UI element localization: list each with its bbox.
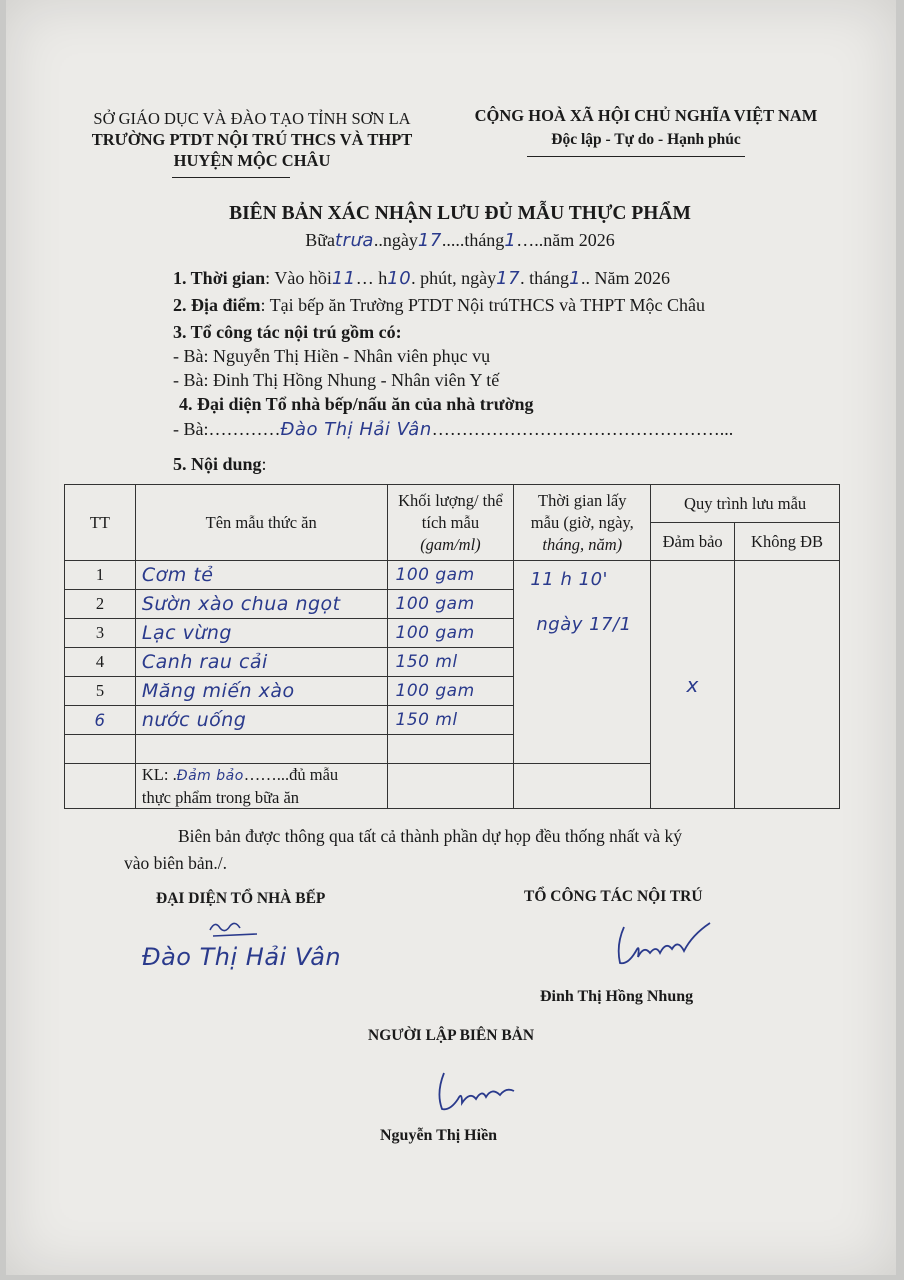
time-written-2: ngày 17/1 [536, 614, 632, 635]
section-team-label: 3. Tổ công tác nội trú gồm có: [173, 322, 402, 342]
row-food-name [135, 735, 387, 764]
closing-paragraph [124, 823, 824, 877]
header-time-line-3: tháng, năm) [542, 534, 623, 554]
row-food-name: Canh rau cải [135, 648, 387, 677]
recorder-name: Nguyễn Thị Hiền [380, 1127, 498, 1144]
section-time-text-a: : Vào hồi [265, 268, 332, 288]
row-tt: 6 [65, 706, 136, 735]
agency-line-3: HUYỆN MỘC CHÂU [173, 151, 331, 170]
recorder-signature [430, 1065, 530, 1120]
recorder-title: NGƯỜI LẬP BIÊN BẢN [368, 1027, 535, 1044]
section-time-hour: 11 [331, 268, 356, 289]
row-tt [65, 735, 136, 764]
conclusion-tt [65, 764, 136, 809]
section-location-text: : Tại bếp ăn Trường PTDT Nội trúTHCS và THPT Mộc Châu [260, 295, 705, 315]
section-time-text-d: . tháng [520, 268, 570, 288]
time-written-1: 11 h 10' [530, 569, 608, 590]
row-tt: 5 [65, 677, 136, 706]
header-mass-line-1: Khối lượng/ thể [398, 490, 503, 510]
section-content-colon: : [261, 454, 267, 474]
conclusion-cell [135, 764, 387, 809]
closing-line-1: Biên bản được thông qua tất cả thành phần dự họp đều thống nhất và ký [178, 826, 683, 846]
header-time-line-2: mẫu (giờ, ngày, [530, 512, 634, 532]
row-mass: 100 gam [387, 561, 514, 590]
conclusion-time [514, 764, 651, 809]
row-mass: 150 ml [387, 706, 514, 735]
time-cell [514, 561, 651, 764]
header-time-line-1: Thời gian lấy [538, 490, 627, 510]
header-process: Quy trình lưu mẫu [651, 485, 840, 523]
motto-underline [527, 156, 745, 157]
section-time-label: 1. Thời gian [173, 268, 266, 288]
not-ok-cell [735, 561, 840, 809]
section-time-month: 1 [569, 268, 582, 289]
section-content-label: 5. Nội dung [173, 454, 262, 474]
section-kitchen-rep [173, 419, 873, 440]
section-time-text-e: .. Năm 2026 [581, 268, 671, 288]
section-location-label: 2. Địa điểm [173, 295, 261, 315]
section-time-minute: 10 [387, 268, 412, 289]
row-tt: 3 [65, 619, 136, 648]
conclusion-suffix: ……...đủ mẫu [243, 765, 339, 784]
national-motto-line-1: CỘNG HOÀ XÃ HỘI CHỦ NGHĨA VIỆT NAM [474, 106, 818, 125]
row-tt: 2 [65, 590, 136, 619]
meal-year-label: …..năm 2026 [516, 230, 615, 250]
agency-line-2: TRƯỜNG PTDT NỘI TRÚ THCS VÀ THPT [91, 130, 413, 149]
header-not-ok: Không ĐB [735, 523, 840, 561]
row-food-name: Lạc vừng [135, 619, 387, 648]
row-mass [387, 735, 514, 764]
meal-month-label: .....tháng [441, 230, 505, 250]
kitchen-rep-suffix: …………………………………………... [431, 419, 734, 439]
closing-line-2: vào biên bản./. [124, 853, 228, 873]
header-mass-line-3: (gam/ml) [420, 534, 481, 554]
kitchen-rep-handwritten-name: Đào Thị Hải Vân [142, 943, 342, 971]
header-food-name: Tên mẫu thức ăn [135, 485, 387, 561]
kitchen-rep-title: ĐẠI DIỆN TỔ NHÀ BẾP [156, 890, 326, 907]
row-tt: 1 [65, 561, 136, 590]
row-food-name: Sườn xào chua ngọt [135, 590, 387, 619]
row-mass: 100 gam [387, 619, 514, 648]
section-kitchen-label: 4. Đại diện Tổ nhà bếp/nấu ăn của nhà trường [179, 394, 534, 414]
header-mass [387, 485, 514, 561]
conclusion-mass [387, 764, 514, 809]
row-food-name: Cơm tẻ [135, 561, 387, 590]
section-time-text-b: … h [355, 268, 388, 288]
table-row [65, 561, 840, 590]
team-signature [610, 915, 720, 975]
header-tt: TT [65, 485, 136, 561]
row-tt: 4 [65, 648, 136, 677]
meal-month: 1 [504, 230, 517, 251]
agency-underline [172, 177, 290, 178]
kitchen-rep-prefix: - Bà:………… [173, 419, 281, 439]
kitchen-rep-name: Đào Thị Hải Vân [280, 419, 432, 440]
row-food-name: Măng miến xào [135, 677, 387, 706]
meal-value: trưa [335, 230, 374, 251]
team-member-2: - Bà: Đinh Thị Hồng Nhung - Nhân viên Y tế [173, 370, 500, 390]
row-mass: 100 gam [387, 677, 514, 706]
team-member-1: - Bà: Nguyễn Thị Hiền - Nhân viên phục vụ [173, 346, 491, 366]
agency-header [62, 108, 442, 171]
national-motto-line-2: Độc lập - Tự do - Hạnh phúc [551, 131, 741, 148]
section-time-text-c: . phút, ngày [411, 268, 497, 288]
section-time-day: 17 [496, 268, 521, 289]
conclusion-prefix: KL: . [141, 765, 177, 784]
header-ok: Đảm bảo [651, 523, 735, 561]
ok-mark: x [686, 672, 699, 697]
row-mass: 150 ml [387, 648, 514, 677]
section-content [173, 454, 267, 475]
agency-line-1: SỞ GIÁO DỤC VÀ ĐÀO TẠO TỈNH SƠN LA [93, 109, 411, 128]
row-food-name: nước uống [135, 706, 387, 735]
meal-day-label: ..ngày [373, 230, 418, 250]
header-time [514, 485, 651, 561]
national-header [456, 104, 836, 152]
row-mass: 100 gam [387, 590, 514, 619]
meal-prefix: Bữa [305, 230, 335, 250]
header-mass-line-2: tích mẫu [421, 512, 480, 532]
ok-cell [651, 561, 735, 809]
sample-table [64, 484, 840, 809]
team-title: TỔ CÔNG TÁC NỘI TRÚ [524, 888, 703, 905]
conclusion-line-2: thực phẩm trong bữa ăn [141, 788, 300, 807]
section-time [173, 268, 873, 289]
kitchen-signature-mark [205, 912, 265, 942]
meal-day: 17 [417, 230, 442, 251]
team-signer-name: Đinh Thị Hồng Nhung [540, 988, 694, 1005]
meal-line [90, 230, 830, 251]
section-location [173, 295, 873, 316]
document-title: BIÊN BẢN XÁC NHẬN LƯU ĐỦ MẪU THỰC PHẨM [229, 203, 691, 224]
conclusion-value: Đảm bảo [176, 768, 244, 784]
